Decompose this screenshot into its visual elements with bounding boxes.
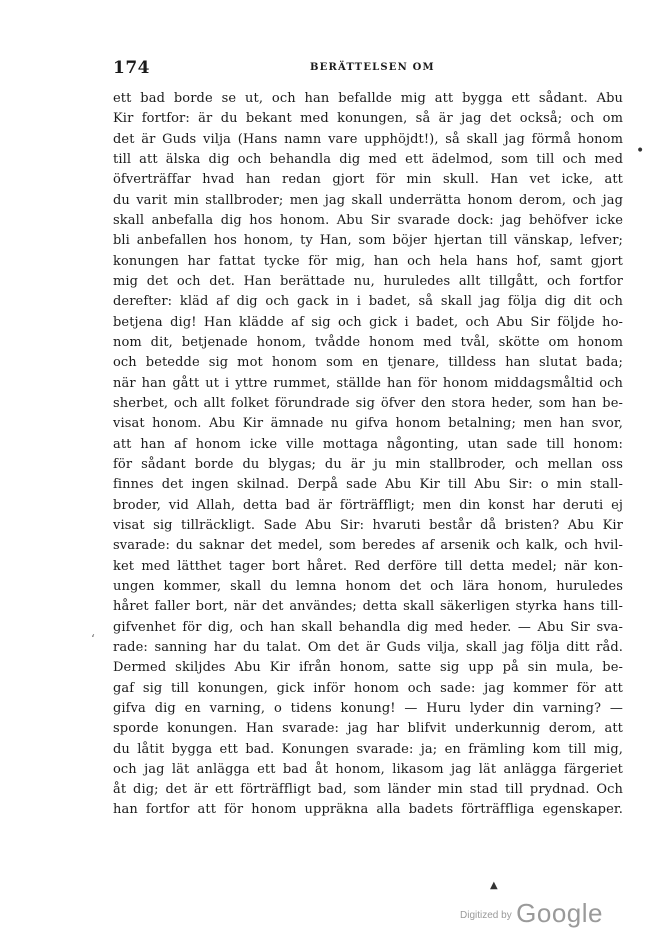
text-line: håret faller bort, när det användes; detta skall säkerligen styrka hans till- (113, 599, 623, 615)
text-line: derefter: kläd af dig och gack in i badet, så skall jag följa dig dit och (113, 294, 623, 310)
text-line: Kir fortfor: är du bekant med konungen, så är jag det också; och om (113, 111, 623, 127)
text-line: skall anbefalla dig hos honom. Abu Sir svarade dock: jag behöfver icke (113, 212, 623, 228)
text-line: öfverträffar hvad han redan gjort för min skull. Han vet icke, att (113, 172, 623, 188)
text-line: gifva dig en varning, o tidens konung! — Huru lyder din varning? — (113, 700, 623, 716)
margin-speck: • (636, 143, 645, 159)
text-line: visat sig tillräckligt. Sade Abu Sir: hvaruti består då bristen? Abu Kir (113, 517, 623, 533)
text-line: Dermed skiljdes Abu Kir ifrån honom, satte sig upp på sin mula, be- (113, 660, 623, 676)
text-line: rade: sanning har du talat. Om det är Guds vilja, skall jag följa ditt råd. (113, 639, 623, 655)
text-line: konungen har fattat tycke för mig, han och hela hans hof, samt gjort (113, 253, 623, 269)
text-line: visat honom. Abu Kir ämnade nu gifva honom betalning; men han svor, (113, 416, 623, 432)
text-line: bli anbefallen hos honom, ty Han, som böjer hjertan till vänskap, lefver; (113, 233, 623, 249)
text-line: finnes det ingen skilnad. Derpå sade Abu Kir till Abu Sir: o min stall- (113, 477, 623, 493)
digitization-watermark (460, 898, 603, 929)
text-line: gifvenhet för dig, och han skall behandla dig med heder. — Abu Sir sva- (113, 619, 623, 635)
text-line: sporde konungen. Han svarade: jag har blifvit underkunnig derom, att (113, 721, 623, 737)
text-line: att han af honom icke ville mottaga någonting, utan sade till honom: (113, 436, 623, 452)
page-header (113, 58, 633, 82)
text-line: du varit min stallbroder; men jag skall underrätta honom derom, och jag (113, 192, 623, 208)
text-line: det är Guds vilja (Hans namn vare upphöjdt!), så skall jag förmå honom (113, 131, 623, 147)
running-head: BERÄTTELSEN OM (310, 62, 435, 73)
text-line: svarade: du saknar det medel, som beredes af arsenik och kalk, och hvil- (113, 538, 623, 554)
body-text (113, 89, 623, 821)
margin-mark: ‘ (91, 632, 95, 646)
text-line: sherbet, och allt folket förundrade sig öfver den stora heder, som han be- (113, 395, 623, 411)
text-line: ett bad borde se ut, och han befallde mig att bygga ett sådant. Abu (113, 91, 623, 106)
text-line: du låtit bygga ett bad. Konungen svarade: ja; en främling kom till mig, (113, 741, 623, 757)
footer-speck: ▲ (490, 880, 498, 891)
text-line: för sådant borde du blygas; du är ju min stallbroder, och mellan oss (113, 456, 623, 472)
text-line: nom dit, betjenade honom, tvådde honom med tvål, skötte om honom (113, 334, 623, 350)
text-line: ungen kommer, skall du lemna honom det och lära honom, huruledes (113, 578, 623, 594)
text-line: broder, vid Allah, detta bad är förträffligt; men din konst har deruti ej (113, 497, 623, 513)
text-line: och betedde sig mot honom som en tjenare, tilldess han slutat bada; (113, 355, 623, 371)
text-line: ket med lätthet tager bort håret. Red derföre till detta medel; när kon- (113, 558, 623, 574)
text-line: till att älska dig och behandla dig med ett ädelmod, som till och med (113, 151, 623, 167)
text-line: mig det och det. Han berättade nu, huruledes allt tillgått, och fortfor (113, 273, 623, 289)
text-line: betjena dig! Han klädde af sig och gick i badet, och Abu Sir följde ho- (113, 314, 623, 330)
text-line: han fortfor att för honom uppräkna alla badets förträffliga egenskaper. (113, 802, 623, 818)
watermark-prefix: Digitized by (460, 910, 512, 921)
google-logo: Google (516, 898, 603, 928)
text-line: och jag lät anlägga ett bad åt honom, likasom jag lät anlägga färgeriet (113, 761, 623, 777)
page-number: 174 (113, 58, 150, 78)
text-line: när han gått ut i yttre rummet, ställde han för honom middagsmåltid och (113, 375, 623, 391)
text-line: gaf sig till konungen, gick inför honom och sade: jag kommer för att (113, 680, 623, 696)
text-line: åt dig; det är ett förträffligt bad, som länder min stad till prydnad. Och (113, 782, 623, 798)
